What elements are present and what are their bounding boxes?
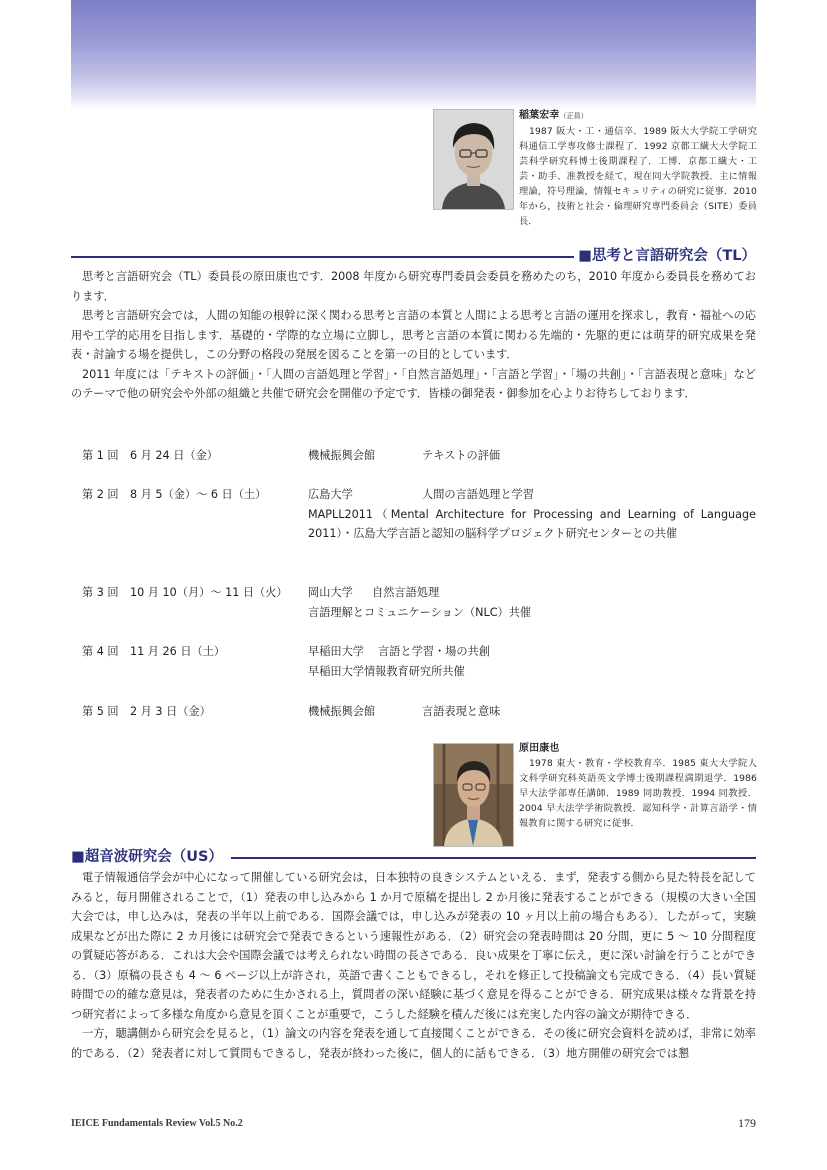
paragraph: 思考と言語研究会では，人間の知能の根幹に深く関わる思考と言語の本質と人間による思考と言語の運用を探求し，教育・福祉への応用や工学的応用を目指します．基礎的・学際的な立場に立脚し，思考と言語の本質に関わる先端的・先駆的更には萌芽的研究成果を発表・討論する場を提供し，この分野の格段の発展を図ることを第一の目的としています．: [71, 309, 756, 361]
meeting-date: 11 月 26 日（土）: [130, 645, 226, 658]
meeting-number: 第 1 回: [82, 449, 119, 462]
meeting-date: 6 月 24 日（金）: [130, 449, 218, 462]
meeting-theme: 自然言語処理: [372, 586, 440, 599]
paragraph: 一方，聴講側から研究会を見ると，（1）論文の内容を発表を通して直接聞くことができる．その後に研究会資料を読めば，非常に効率的である．（2）発表者に対して質問もできるし，発表が終わった後に，個人的に話もできる．（3）地方開催の研究会では懇: [71, 1027, 756, 1060]
meeting-note: 早稲田大学情報教育研究所共催: [308, 664, 465, 678]
meeting-theme: テキストの評価: [422, 449, 501, 462]
meeting-number: 第 4 回: [82, 645, 119, 658]
bio-text: 1987 阪大・工・通信卒．1989 阪大大学院工学研究科通信工学専攻修士課程了．1992 京都工繊大大学院工芸科学研究科博士後期課程了．工博．京都工繊大・工芸・助手、准教授を経て，現在同大学院教授．主に情報理論，符号理論，情報セキュリティの研究に従事．2010 年から，技術と社会・倫理研究専門委員会（SITE）委員長．: [519, 126, 757, 227]
meeting-note: MAPLL2011（Mental Architecture for Processing and Learning of Language 2011）・広島大学言語と認知の脳科学プロジェクト研究センターとの共催: [308, 507, 756, 540]
section-title: ■超音波研究会（US）: [71, 847, 227, 867]
meeting-detail: [308, 485, 756, 544]
us-body: [71, 868, 756, 1063]
bio-inaba: [519, 108, 757, 229]
meeting-date: 10 月 10（月）〜 11 日（火）: [130, 586, 288, 599]
paragraph: 電子情報通信学会が中心になって開催している研究会は，日本独特の良きシステムといえる．まず，発表する側から見た特長を記してみると，毎月開催されることで，（1）発表の申し込みから 1 か月で原稿を提出し 2 か月後に発表することができる（規模の大きい全国大会では，申し込みは，発表の半年以上前である．国際会議では，申し込みが発表の 10 ヶ月以上前の場合もある）．したがって，実験成果などが出た際に 2 カ月後には研究会で発表できるという速報性がある．（2）研究会の発表時間は 20 分間，更に 5 〜 10 分間程度の質疑応答がある．これは大会や国際会議では考えられない時間の長さである．良い成果を丁寧に伝え，更に深い討論を行うことができる．（3）原稿の長さも 4 〜 6 ページ以上が許され，英語で書くこともできるし，それを修正して投稿論文も完成できる．（4）長い質疑時間での的確な意見は，発表者のために生かされる上，質問者の深い経験に基づく意見を得ることができる．研究成果は様々な背景を持つ研究者によって多様な角度から意見を頂くことが重要で，こうした経験を積んだ後には充実した内容の論文が期待できる．: [71, 871, 756, 1021]
meeting-theme: 言語表現と意味: [422, 705, 501, 718]
meeting-venue: 機械振興会館: [308, 449, 376, 462]
heading-rule: [231, 857, 756, 859]
portrait-photo-inaba: [433, 109, 514, 210]
bio-harada: [519, 741, 757, 831]
paragraph: 2011 年度には「テキストの評価」・「人間の言語処理と学習」・「自然言語処理」・「言語と学習」・「場の共創」・「言語表現と意味」などのテーマで他の研究会や外部の組織と共催で研究会を開催の予定です．皆様の御発表・御参加を心よりお待ちしております．: [71, 367, 756, 400]
bio-name: 原田康也: [519, 743, 560, 754]
meeting-note: 言語理解とコミュニケーション（NLC）共催: [308, 605, 532, 619]
meeting-date: 8 月 5（金）〜 6 日（土）: [130, 488, 267, 501]
journal-footer: IEICE Fundamentals Review Vol.5 No.2: [71, 1118, 243, 1129]
portrait-photo-harada: [433, 743, 514, 847]
meeting-venue: 岡山大学: [308, 586, 353, 599]
bio-role: （正員）: [559, 112, 588, 120]
page-number: 179: [738, 1116, 756, 1130]
tl-body: [71, 267, 756, 404]
meeting-date: 2 月 3 日（金）: [130, 705, 211, 718]
meeting-venue: 早稲田大学: [308, 645, 364, 658]
section-heading-tl: [71, 246, 756, 266]
meeting-detail: [308, 642, 756, 681]
section-title: ■思考と言語研究会（TL）: [574, 246, 756, 266]
meeting-venue: 機械振興会館: [308, 705, 376, 718]
meeting-detail: [308, 702, 756, 722]
meeting-detail: [308, 583, 756, 622]
meeting-number: 第 5 回: [82, 705, 119, 718]
header-banner: [71, 0, 756, 110]
meeting-theme: 人間の言語処理と学習: [422, 488, 534, 501]
paragraph: 思考と言語研究会（TL）委員長の原田康也です．2008 年度から研究専門委員会委員を務めたのち，2010 年度から委員長を務めております．: [71, 270, 756, 303]
meeting-venue: 広島大学: [308, 488, 353, 501]
bio-text: 1978 東大・教育・学校教育卒．1985 東大大学院人文科学研究科英語英文学博士後期課程満期退学．1986 早大法学部専任講師．1989 同助教授．1994 同教授．2004 早大法学学術院教授．認知科学・計算言語学・情報教育に関する研究に従事．: [519, 758, 757, 829]
bio-name: 稲葉宏幸: [519, 110, 560, 121]
section-heading-us: [71, 847, 756, 867]
meeting-number: 第 3 回: [82, 586, 119, 599]
meeting-number: 第 2 回: [82, 488, 119, 501]
heading-rule: [71, 256, 576, 258]
meeting-theme: 言語と学習・場の共創: [378, 645, 490, 658]
meeting-detail: [308, 446, 756, 466]
